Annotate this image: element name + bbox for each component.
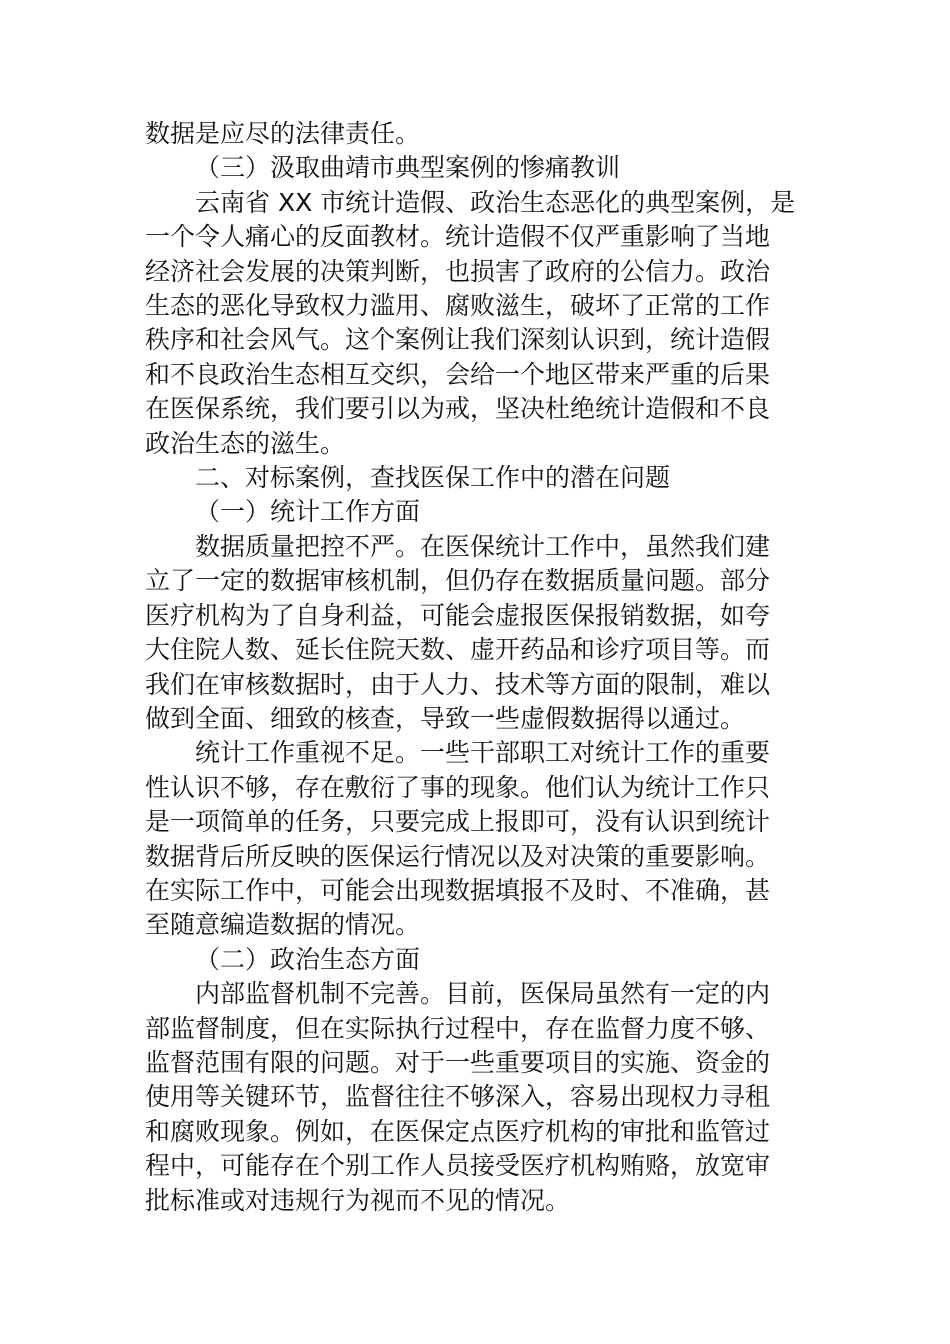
- text-line: （三）汲取曲靖市典型案例的惨痛教训: [195, 153, 621, 183]
- text-line: 和腐败现象。例如，在医保定点医疗机构的审批和监管过: [145, 1116, 771, 1146]
- text-line: 数据质量把控不严。在医保统计工作中，虽然我们建: [195, 531, 771, 561]
- text-line: 云南省 XX 市统计造假、政治生态恶化的典型案例，是: [195, 187, 796, 217]
- text-line: 在实际工作中，可能会出现数据填报不及时、不准确，甚: [145, 875, 771, 905]
- text-line: 政治生态的滋生。: [145, 428, 346, 458]
- text-line: 生态的恶化导致权力滥用、腐败滋生，破坏了正常的工作: [145, 291, 771, 321]
- text-line: 做到全面、细致的核查，导致一些虚假数据得以通过。: [145, 703, 746, 733]
- text-line: 至随意编造数据的情况。: [145, 910, 421, 940]
- paragraph-p8: [145, 943, 805, 977]
- paragraph-p3: [145, 186, 805, 461]
- text-line: 统计工作重视不足。一些干部职工对统计工作的重要: [195, 738, 771, 768]
- paragraph-p7: [145, 736, 805, 942]
- text-line: 立了一定的数据审核机制，但仍存在数据质量问题。部分: [145, 566, 771, 596]
- document-body: [145, 117, 805, 1218]
- text-line: 大住院人数、延长住院天数、虚开药品和诊疗项目等。而: [145, 635, 771, 665]
- text-line: 监督范围有限的问题。对于一些重要项目的实施、资金的: [145, 1047, 771, 1077]
- text-line: 数据是应尽的法律责任。: [145, 119, 421, 148]
- text-line: 医疗机构为了自身利益，可能会虚报医保报销数据，如夸: [145, 600, 771, 630]
- text-line: 在医保系统，我们要引以为戒，坚决杜绝统计造假和不良: [145, 394, 771, 424]
- text-line: 是一项简单的任务，只要完成上报即可，没有认识到统计: [145, 807, 771, 837]
- text-line: 使用等关键环节，监督往往不够深入，容易出现权力寻租: [145, 1082, 771, 1112]
- paragraph-p6: [145, 530, 805, 736]
- text-line: 秩序和社会风气。这个案例让我们深刻认识到，统计造假: [145, 325, 771, 355]
- text-line: 内部监督机制不完善。目前，医保局虽然有一定的内: [195, 979, 771, 1009]
- paragraph-p1: [145, 117, 805, 151]
- paragraph-p4: [145, 461, 805, 495]
- text-line: 部监督制度，但在实际执行过程中，存在监督力度不够、: [145, 1013, 771, 1043]
- text-line: 程中，可能存在个别工作人员接受医疗机构贿赂，放宽审: [145, 1151, 771, 1181]
- paragraph-p9: [145, 977, 805, 1218]
- text-line: （二）政治生态方面: [195, 944, 421, 974]
- text-line: 性认识不够，存在敷衍了事的现象。他们认为统计工作只: [145, 772, 771, 802]
- text-line: 数据背后所反映的医保运行情况以及对决策的重要影响。: [145, 841, 771, 871]
- text-line: 一个令人痛心的反面教材。统计造假不仅严重影响了当地: [145, 222, 771, 252]
- text-line: 批标准或对违规行为视而不见的情况。: [145, 1185, 571, 1215]
- text-line: （一）统计工作方面: [195, 497, 421, 527]
- text-line: 经济社会发展的决策判断，也损害了政府的公信力。政治: [145, 256, 771, 286]
- text-line: 和不良政治生态相互交织，会给一个地区带来严重的后果: [145, 359, 771, 389]
- text-line: 我们在审核数据时，由于人力、技术等方面的限制，难以: [145, 669, 771, 699]
- paragraph-p2: [145, 151, 805, 185]
- text-line: 二、对标案例，查找医保工作中的潜在问题: [195, 463, 671, 493]
- paragraph-p5: [145, 495, 805, 529]
